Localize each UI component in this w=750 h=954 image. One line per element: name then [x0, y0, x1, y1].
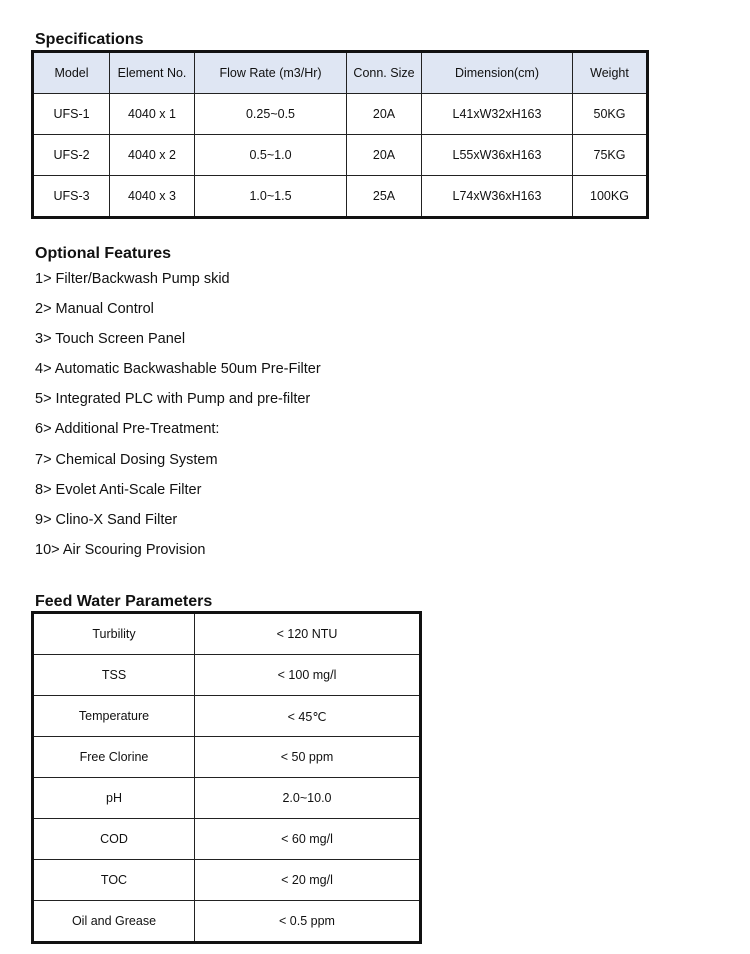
parameter-value: < 50 ppm — [195, 737, 421, 778]
optional-features-title: Optional Features — [35, 245, 172, 262]
specifications-title: Specifications — [35, 31, 144, 48]
list-item: 10> Air Scouring Provision — [35, 541, 206, 558]
list-item: 6> Additional Pre-Treatment: — [35, 421, 220, 438]
feed-water-table — [31, 611, 422, 944]
cell-dimension: L41xW32xH163 — [422, 94, 573, 135]
cell-dimension: L74xW36xH163 — [422, 176, 573, 218]
table-row — [33, 778, 421, 819]
parameter-value: < 60 mg/l — [195, 819, 421, 860]
cell-flow-rate: 1.0~1.5 — [195, 176, 347, 218]
cell-flow-rate: 0.25~0.5 — [195, 94, 347, 135]
parameter-value: < 120 NTU — [195, 613, 421, 655]
table-row — [33, 819, 421, 860]
list-item: 1> Filter/Backwash Pump skid — [35, 271, 230, 287]
cell-dimension: L55xW36xH163 — [422, 135, 573, 176]
cell-element-no: 4040 x 1 — [110, 94, 195, 135]
parameter-name: pH — [33, 778, 195, 819]
list-item: 4> Automatic Backwashable 50um Pre-Filter — [35, 361, 321, 378]
table-row — [33, 901, 421, 943]
table-row — [33, 860, 421, 901]
cell-weight: 50KG — [573, 94, 648, 135]
cell-weight: 100KG — [573, 176, 648, 218]
parameter-value: 2.0~10.0 — [195, 778, 421, 819]
parameter-value: < 45℃ — [195, 696, 421, 737]
cell-conn-size: 20A — [347, 135, 422, 176]
parameter-name: Oil and Grease — [33, 901, 195, 943]
feed-water-title: Feed Water Parameters — [35, 593, 213, 610]
parameter-value: < 0.5 ppm — [195, 901, 421, 943]
parameter-name: Turbility — [33, 613, 195, 655]
parameter-value: < 20 mg/l — [195, 860, 421, 901]
table-row — [33, 737, 421, 778]
table-header-row — [33, 52, 648, 94]
optional-features-list — [35, 269, 321, 570]
header-conn-size: Conn. Size — [347, 52, 422, 94]
list-item: 3> Touch Screen Panel — [35, 331, 186, 348]
cell-element-no: 4040 x 2 — [110, 135, 195, 176]
header-element-no: Element No. — [110, 52, 195, 94]
list-item: 7> Chemical Dosing System — [35, 451, 218, 468]
parameter-value: < 100 mg/l — [195, 655, 421, 696]
header-model: Model — [33, 52, 110, 94]
cell-flow-rate: 0.5~1.0 — [195, 135, 347, 176]
list-item: 5> Integrated PLC with Pump and pre-filter — [35, 391, 311, 408]
list-item: 9> Clino-X Sand Filter — [35, 511, 178, 528]
header-weight: Weight — [573, 52, 648, 94]
table-row — [33, 655, 421, 696]
table-row — [33, 176, 648, 218]
parameter-name: Temperature — [33, 696, 195, 737]
table-row — [33, 94, 648, 135]
cell-weight: 75KG — [573, 135, 648, 176]
parameter-name: COD — [33, 819, 195, 860]
parameter-name: TSS — [33, 655, 195, 696]
parameter-name: TOC — [33, 860, 195, 901]
cell-model: UFS-3 — [33, 176, 110, 218]
table-row — [33, 696, 421, 737]
cell-element-no: 4040 x 3 — [110, 176, 195, 218]
table-row — [33, 135, 648, 176]
parameter-name: Free Clorine — [33, 737, 195, 778]
cell-model: UFS-2 — [33, 135, 110, 176]
list-item: 2> Manual Control — [35, 301, 154, 318]
table-row — [33, 613, 421, 655]
header-dimension: Dimension(cm) — [422, 52, 573, 94]
cell-model: UFS-1 — [33, 94, 110, 135]
header-flow-rate: Flow Rate (m3/Hr) — [195, 52, 347, 94]
cell-conn-size: 20A — [347, 94, 422, 135]
specifications-table — [31, 50, 649, 219]
list-item: 8> Evolet Anti-Scale Filter — [35, 481, 202, 498]
cell-conn-size: 25A — [347, 176, 422, 218]
